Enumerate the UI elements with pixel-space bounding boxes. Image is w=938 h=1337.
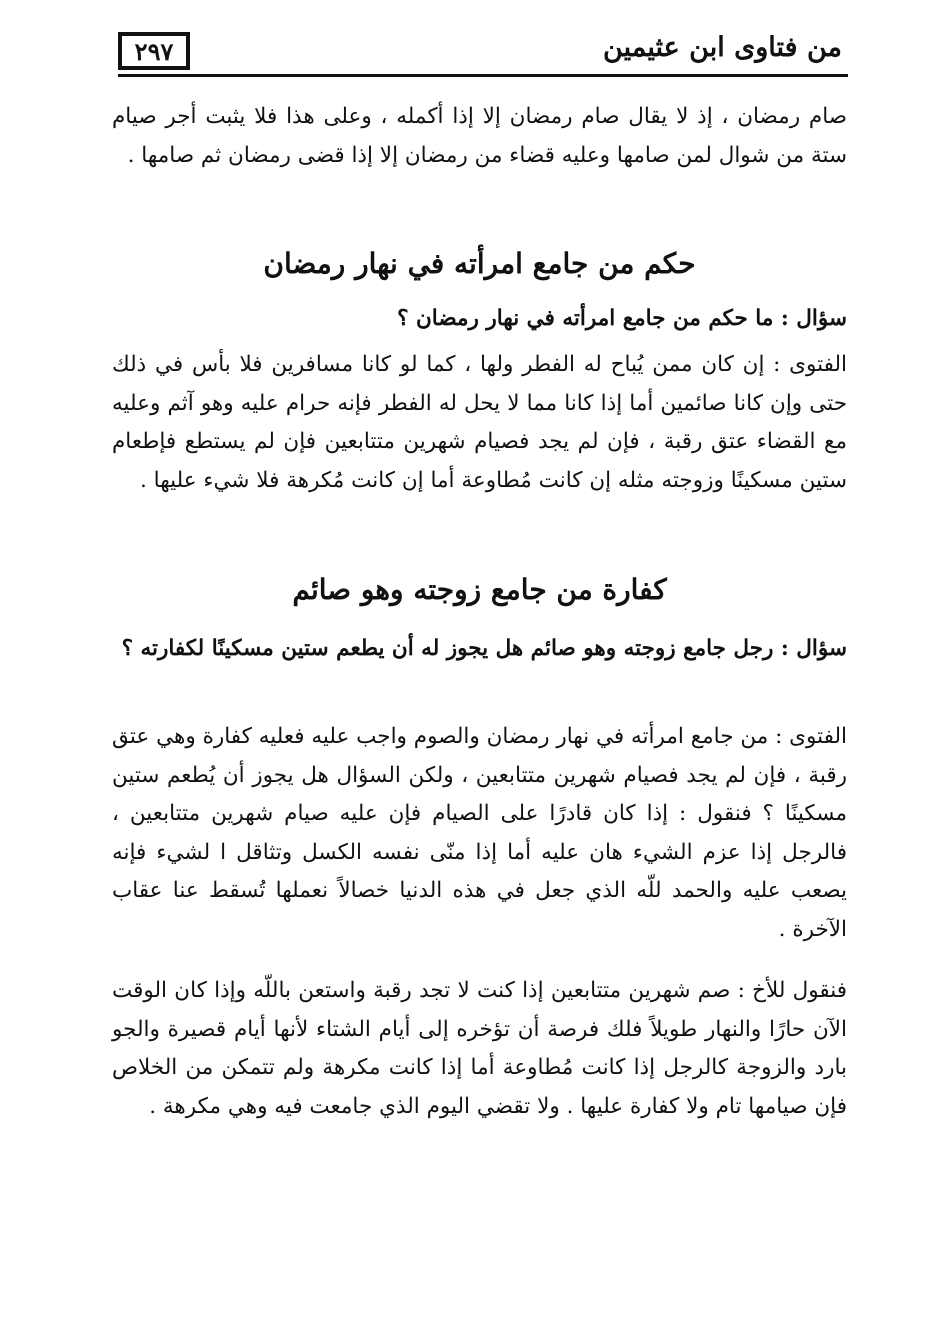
question-2: سؤال : رجل جامع زوجته وهو صائم هل يجوز له أن يطعم ستين مسكينًا لكفارته ؟ bbox=[121, 636, 847, 661]
advice-paragraph: فنقول للأخ : صم شهرين متتابعين إذا كنت لا تجد رقبة واستعن باللّه وإذا كان الوقت الآن حارًا والنهار طويلاً فلك فرصة أن تؤخره إلى أيام الشتاء لأنها أيام قصيرة والجو بارد والزوجة كالرجل إذا كانت مُطاوعة أما إذا كانت مكرهة ولم تتمكن من الخلاص فإن صيامها تام ولا كفارة عليها . ولا تقضي اليوم الذي جامعت فيه وهي مكرهة . bbox=[112, 978, 847, 1119]
section-heading-1: حكم من جامع امرأته في نهار رمضان bbox=[263, 247, 696, 280]
answer-1: الفتوى : إن كان ممن يُباح له الفطر ولها ، كما لو كانا مسافرين فلا بأس في ذلك حتى وإن كانا صائمين أما إذا كانا مما لا يحل له الفطر فإنه حرام عليه وهو آثم وعليه مع القضاء عتق رقبة ، فإن لم يجد فصيام شهرين متتابعين فإن لم يستطع فإطعام ستين مسكينًا وزوجته مثله إن كانت مُطاوعة أما إن كانت مُكرهة فلا شيء عليها . bbox=[112, 352, 847, 493]
answer-2: الفتوى : من جامع امرأته في نهار رمضان والصوم واجب عليه فعليه كفارة وهي عتق رقبة ، فإن لم يجد فصيام شهرين متتابعين ، ولكن السؤال هل يجوز أن يُطعم ستين مسكينًا ؟ فنقول : إذا كان قادرًا على الصيام فإن عليه صيام شهرين متتابعين ، فالرجل إذا عزم الشيء هان عليه أما إذا منّى نفسه الكسل وتثاقل ا لشيء فإنه يصعب عليه والحمد للّه الذي جعل في هذه الدنيا خصالاً نعملها تُسقط عنا عقاب الآخرة . bbox=[112, 724, 847, 942]
header-rule bbox=[118, 74, 848, 77]
running-title: من فتاوى ابن عثيمين bbox=[603, 32, 842, 63]
intro-paragraph: صام رمضان ، إذ لا يقال صام رمضان إلا إذا أكمله ، وعلى هذا فلا يثبت أجر صيام ستة من شوال لمن صامها وعليه قضاء من رمضان إلا إذا قضى رمضان ثم صامها . bbox=[112, 104, 847, 168]
page-number bbox=[118, 32, 190, 70]
section-heading-2: كفارة من جامع زوجته وهو صائم bbox=[292, 573, 667, 606]
page-number-text: ٢٩٧ bbox=[134, 36, 174, 66]
question-1: سؤال : ما حكم من جامع امرأته في نهار رمضان ؟ bbox=[397, 306, 847, 331]
